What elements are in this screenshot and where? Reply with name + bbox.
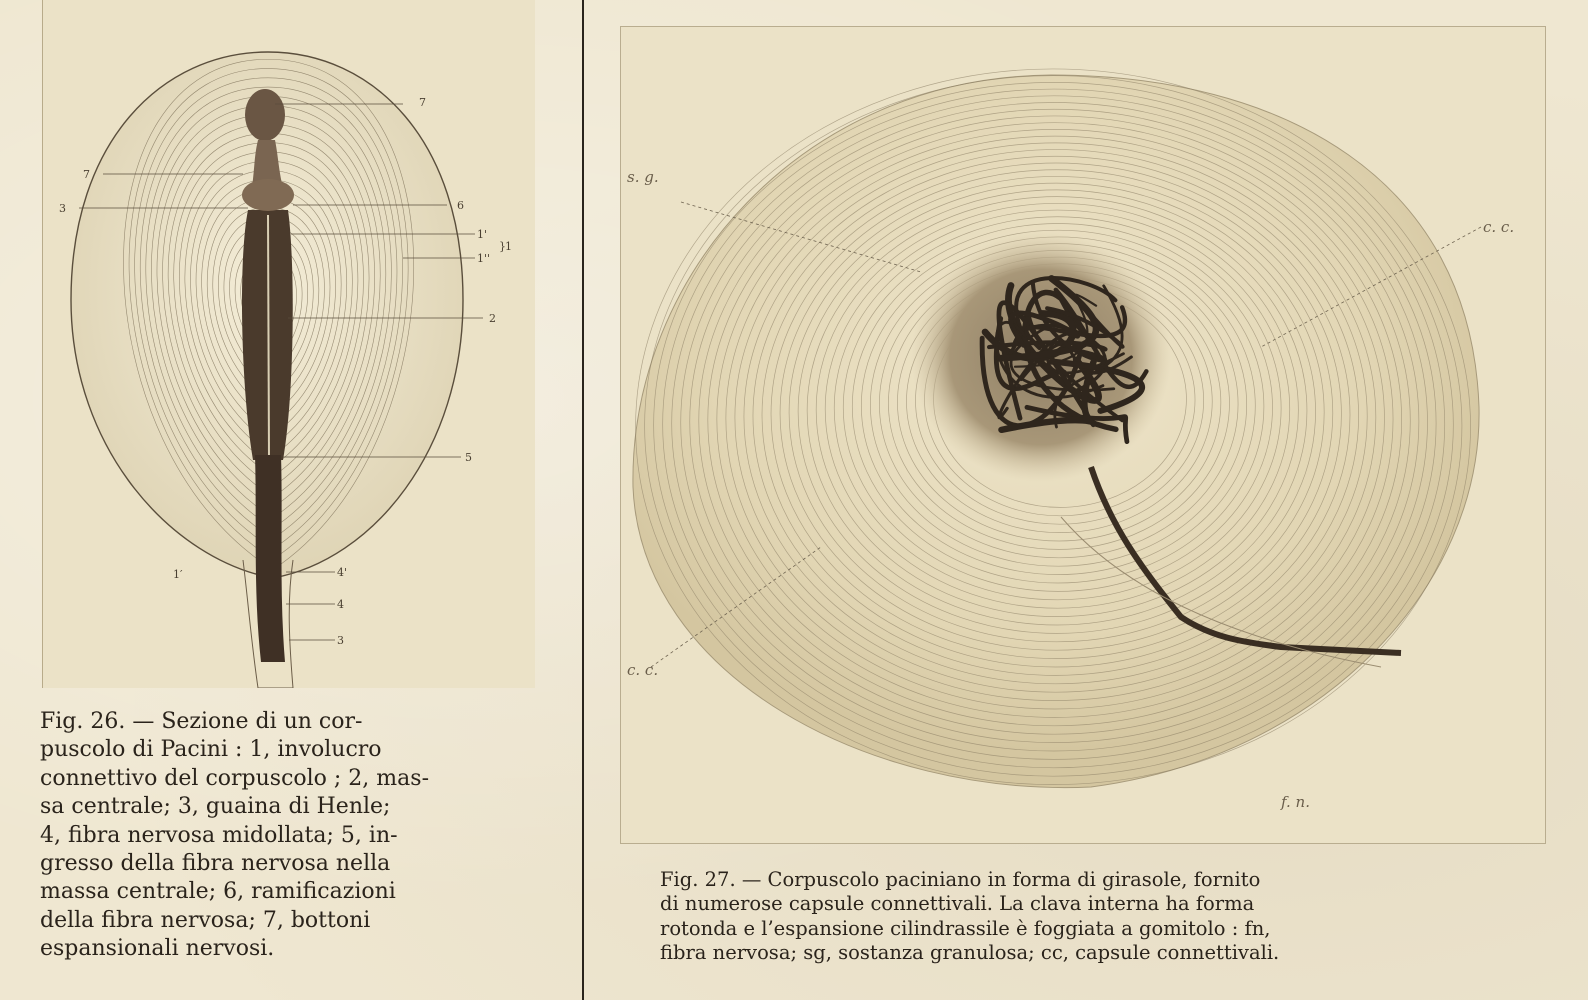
label-fn: f. n. bbox=[1281, 793, 1310, 811]
caption-line: massa centrale; 6, ramificazioni bbox=[40, 879, 396, 905]
figure-26-caption bbox=[40, 708, 534, 964]
label-7-left: 7 bbox=[83, 168, 90, 181]
caption-line: Fig. 27. — Corpuscolo paciniano in forma di girasole, fornito bbox=[660, 868, 1261, 891]
label-1-prime: 1' bbox=[477, 228, 488, 241]
terminal-bulb bbox=[245, 89, 285, 141]
label-cc-top: c. c. bbox=[1483, 218, 1515, 236]
label-4-prime: 4' bbox=[337, 566, 348, 579]
caption-line: gresso della fibra nervosa nella bbox=[40, 851, 391, 877]
label-lower-left: 1′ bbox=[173, 568, 183, 581]
label-sg: s. g. bbox=[627, 168, 659, 186]
caption-line: puscolo di Pacini : 1, involucro bbox=[40, 737, 382, 763]
caption-line: espansionali nervosi. bbox=[40, 936, 275, 962]
caption-line: connettivo del corpuscolo ; 2, mas- bbox=[40, 765, 429, 791]
label-1: 1 bbox=[505, 240, 512, 253]
caption-line: 4, fibra nervosa midollata; 5, in- bbox=[40, 822, 398, 848]
brace-1: } bbox=[499, 240, 506, 253]
label-7-top: 7 bbox=[419, 96, 426, 109]
caption-line: sa centrale; 3, guaina di Henle; bbox=[40, 794, 391, 820]
label-2: 2 bbox=[489, 312, 496, 325]
column-divider bbox=[582, 0, 584, 1000]
caption-line: Fig. 26. — Sezione di un cor- bbox=[40, 709, 363, 734]
sunflower-corpuscle-illustration bbox=[621, 27, 1545, 843]
label-cc-bottom: c. c. bbox=[627, 661, 659, 679]
label-5: 5 bbox=[465, 451, 472, 464]
figure-27-plate bbox=[620, 26, 1546, 844]
caption-line: rotonda e l’espansione cilindrassile è foggiata a gomitolo : fn, bbox=[660, 916, 1271, 940]
figure-26-plate bbox=[42, 0, 535, 688]
nerve-axis bbox=[268, 215, 269, 460]
label-4: 4 bbox=[337, 598, 344, 611]
pacini-corpuscle-section-illustration bbox=[43, 0, 535, 688]
label-6: 6 bbox=[457, 199, 464, 212]
label-3: 3 bbox=[337, 634, 344, 647]
caption-line: di numerose capsule connettivali. La clava interna ha forma bbox=[660, 892, 1255, 916]
caption-line: della fibra nervosa; 7, bottoni bbox=[40, 907, 371, 933]
caption-line: fibra nervosa; sg, sostanza granulosa; cc, capsule connettivali. bbox=[660, 941, 1280, 965]
ramification-knot bbox=[242, 179, 294, 211]
label-3-left: 3 bbox=[59, 202, 66, 215]
nerve-fiber bbox=[255, 455, 285, 662]
figure-27-caption bbox=[660, 868, 1500, 966]
label-1-double-prime: 1'' bbox=[477, 252, 491, 265]
